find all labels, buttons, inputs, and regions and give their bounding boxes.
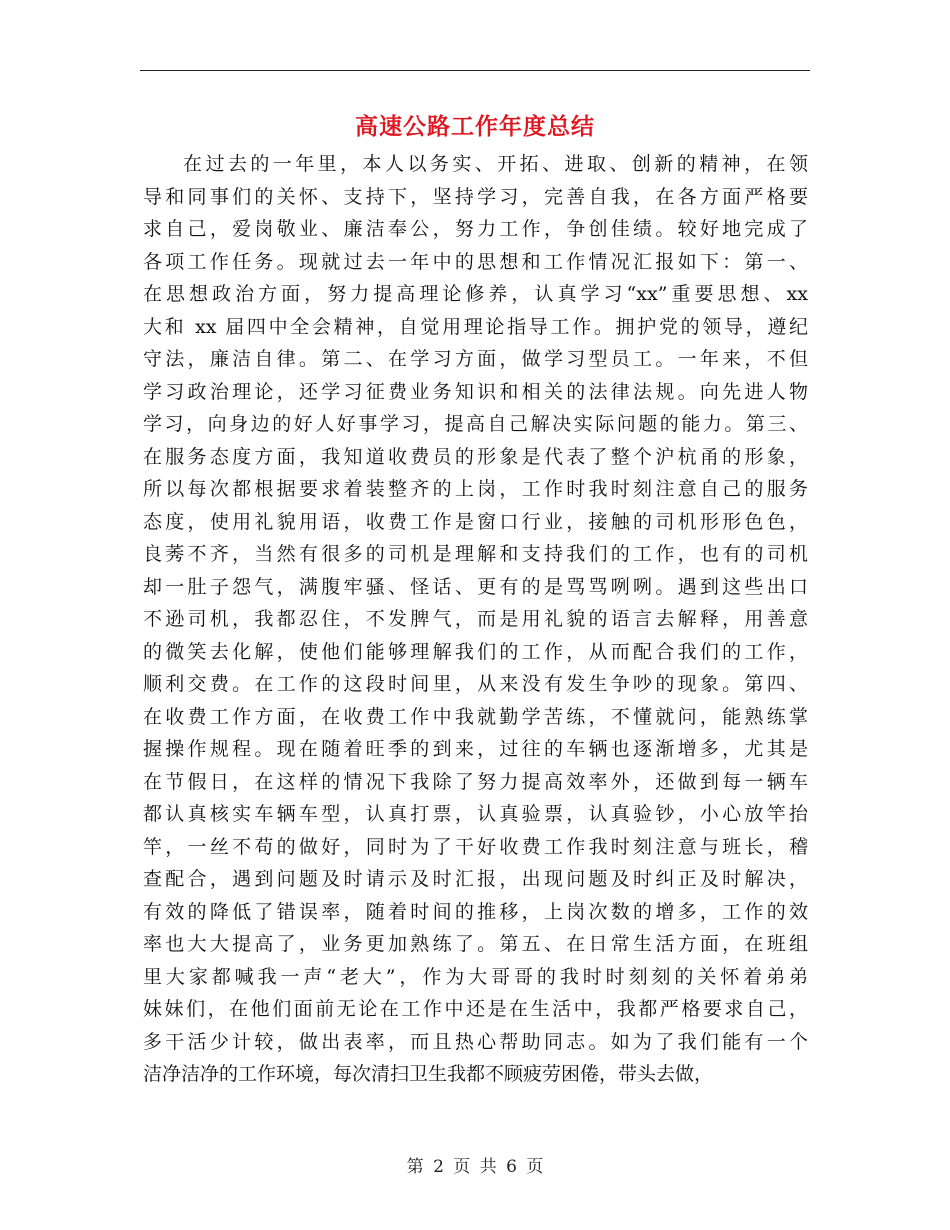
body-line: 在服务态度方面，我知道收费员的形象是代表了整个沪杭甬的形象，: [143, 445, 808, 468]
body-line: 握操作规程。现在随着旺季的到来，过往的车辆也逐渐增多，尤其是: [143, 738, 808, 760]
body-line: 在过去的一年里，本人以务实、开拓、进取、创新的精神，在领: [183, 153, 808, 175]
body-line: 在思想政治方面，努力提高理论修养，认真学习“xx”重要思想、xx: [143, 283, 808, 305]
body-line: 导和同事们的关怀、支持下，坚持学习，完善自我，在各方面严格要: [143, 185, 808, 208]
body-line: 在收费工作方面，在收费工作中我就勤学苦练，不懂就问，能熟练掌: [143, 705, 808, 728]
body-line: 态度，使用礼貌用语，收费工作是窗口行业，接触的司机形形色色，: [143, 510, 808, 533]
body-line: 各项工作任务。现就过去一年中的思想和工作情况汇报如下：第一、: [143, 250, 808, 273]
body-line: 的微笑去化解，使他们能够理解我们的工作，从而配合我们的工作，: [143, 640, 808, 663]
body-line: 查配合，遇到问题及时请示及时汇报，出现问题及时纠正及时解决，: [143, 868, 808, 890]
body-line: 在节假日，在这样的情况下我除了努力提高效率外，还做到每一辆车: [143, 770, 808, 793]
body-line: 妹妹们，在他们面前无论在工作中还是在生活中，我都严格要求自己，: [143, 998, 808, 1020]
body-line: 守法，廉洁自律。第二、在学习方面，做学习型员工。一年来，不但: [143, 348, 808, 370]
body-line: 学习政治理论，还学习征费业务知识和相关的法律法规。向先进人物: [143, 380, 808, 403]
document-body: [143, 148, 808, 1091]
body-line: 求自己，爱岗敬业、廉洁奉公，努力工作，争创佳绩。较好地完成了: [143, 218, 808, 240]
body-line: 有效的降低了错误率，随着时间的推移，上岗次数的增多，工作的效: [143, 900, 808, 923]
body-line: 大和 xx 届四中全会精神，自觉用理论指导工作。拥护党的领导，遵纪: [143, 315, 808, 338]
page-number: 第 2 页 共 6 页: [406, 1157, 544, 1177]
body-line: 多干活少计较，做出表率，而且热心帮助同志。如为了我们能有一个: [143, 1030, 808, 1053]
header-divider: [140, 70, 810, 71]
body-line: 所以每次都根据要求着装整齐的上岗，工作时我时刻注意自己的服务: [143, 478, 808, 500]
body-line: 不逊司机，我都忍住，不发脾气，而是用礼貌的语言去解释，用善意: [143, 608, 808, 630]
body-line: 洁净洁净的工作环境，每次清扫卫生我都不顾疲劳困倦，带头去做，: [143, 1063, 714, 1085]
document-title: 高速公路工作年度总结: [355, 114, 595, 140]
body-line: 顺利交费。在工作的这段时间里，从来没有发生争吵的现象。第四、: [143, 673, 808, 695]
body-line: 学习，向身边的好人好事学习，提高自己解决实际问题的能力。第三、: [143, 413, 808, 435]
body-line: 竿，一丝不苟的做好，同时为了干好收费工作我时刻注意与班长，稽: [143, 835, 808, 858]
body-line: 里大家都喊我一声“老大”，作为大哥哥的我时时刻刻的关怀着弟弟: [143, 965, 808, 988]
body-line: 良莠不齐，当然有很多的司机是理解和支持我们的工作，也有的司机: [143, 543, 808, 565]
body-line: 都认真核实车辆车型，认真打票，认真验票，认真验钞，小心放竿抬: [143, 803, 808, 825]
body-line: 却一肚子怨气，满腹牢骚、怪话、更有的是骂骂咧咧。遇到这些出口: [143, 575, 808, 598]
body-line: 率也大大提高了，业务更加熟练了。第五、在日常生活方面，在班组: [143, 933, 808, 955]
